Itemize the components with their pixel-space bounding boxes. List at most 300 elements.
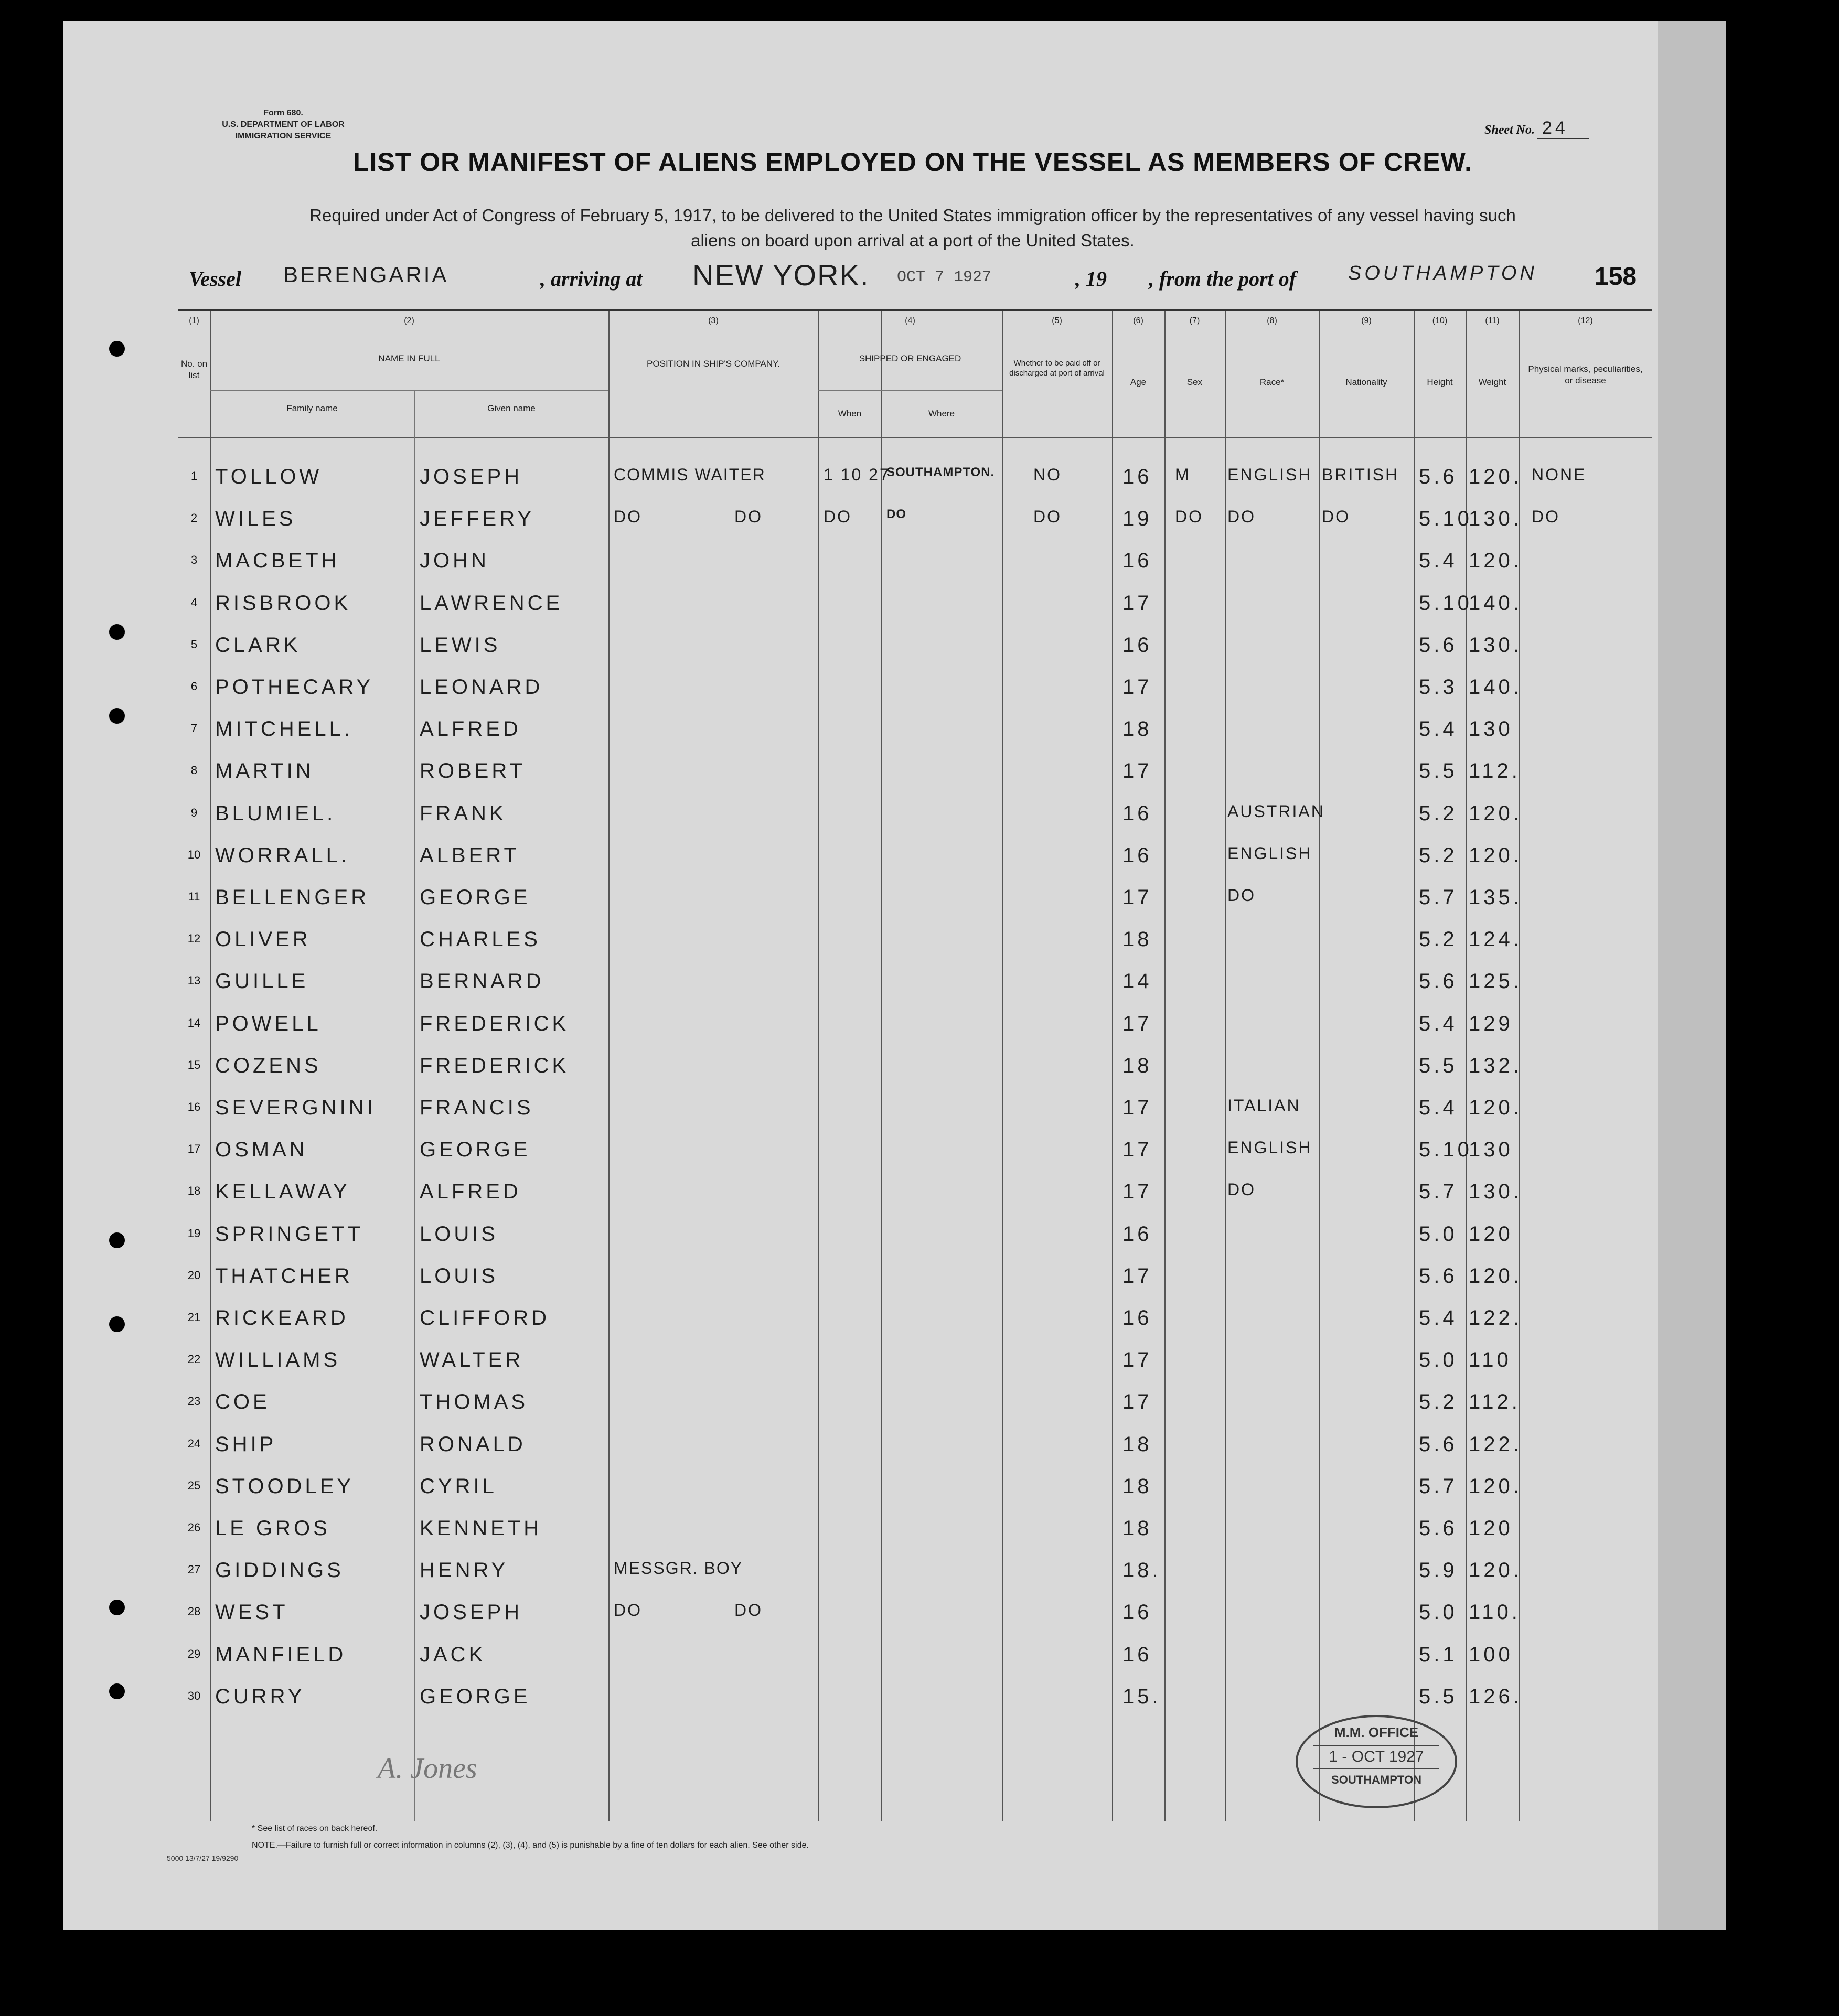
table-row [178,1425,1652,1467]
given-name-cell: LAWRENCE [420,591,563,615]
penalty-note: NOTE.—Failure to furnish full or correct information in columns (2), (3), (4), and (5) is punishable by a fine of ten dollars for each alien. See other side. [252,1841,809,1850]
weight-cell: 120. [1469,549,1522,573]
table-row [178,878,1652,920]
race-cell: DO [1227,507,1256,527]
height-cell: 5.6 [1419,1517,1458,1540]
family-name-cell: WILLIAMS [215,1348,341,1372]
age-cell: 17 [1122,886,1152,909]
age-cell: 16 [1122,843,1152,867]
row-number: 6 [190,680,198,693]
col-11-number: (11) [1485,316,1500,325]
weight-cell: 112. [1469,759,1521,783]
col-header-no: No. on list [180,359,208,380]
given-name-cell: BERNARD [420,970,544,993]
age-cell: 18 [1122,1432,1152,1456]
height-cell: 5.6 [1419,1264,1458,1288]
given-name-cell: JEFFERY [420,507,535,531]
row-number: 4 [190,595,198,609]
stamp-office: M.M. OFFICE [1334,1724,1419,1740]
col-9-number: (9) [1361,316,1372,325]
col-2-number: (2) [404,316,414,325]
row-number: 14 [187,1016,201,1030]
col-header-nationality: Nationality [1345,377,1387,387]
table-row [178,920,1652,962]
table-row [178,837,1652,878]
table-row [178,1383,1652,1425]
age-cell: 17 [1122,1264,1152,1288]
weight-cell: 126. [1469,1685,1522,1708]
age-cell: 18 [1122,1517,1152,1540]
family-name-cell: SHIP [215,1432,277,1456]
height-cell: 5.5 [1419,1054,1458,1077]
race-cell: AUSTRIAN [1227,801,1325,821]
col-header-paid-off: Whether to be paid off or discharged at port of arrival [1009,359,1105,378]
binder-hole [109,341,125,357]
weight-cell: 120. [1469,465,1522,488]
age-cell: 17 [1122,1138,1152,1162]
table-row [178,1509,1652,1551]
family-name-cell: MACBETH [215,549,340,573]
table-row [178,668,1652,710]
paid-off-cell: NO [1033,465,1062,484]
row-number: 1 [190,469,198,482]
weight-cell: 100 [1469,1643,1513,1666]
given-name-cell: FREDERICK [420,1012,570,1035]
family-name-cell: POTHECARY [215,675,374,699]
family-name-cell: MITCHELL. [215,717,353,741]
row-number: 11 [188,890,200,903]
col-1-number: (1) [189,316,199,325]
subtitle-line-1: Required under Act of Congress of February 5, 1917, to be delivered to the United States immigration officer by the representatives of any vessel having such [309,206,1516,225]
height-cell: 5.10 [1419,591,1472,615]
table-row [178,1257,1652,1299]
crew-table [178,309,1652,1821]
given-name-cell: JOSEPH [420,1601,523,1624]
family-name-cell: THATCHER [215,1264,353,1288]
sex-cell: M [1175,465,1191,484]
binder-hole [109,1316,125,1332]
col-header-where: Where [928,409,955,419]
vessel-name: BERENGARIA [283,262,449,287]
age-cell: 16 [1122,1222,1152,1246]
age-cell: 16 [1122,1601,1152,1624]
height-cell: 5.7 [1419,1180,1458,1204]
row-number: 19 [187,1226,201,1240]
family-name-cell: COE [215,1390,270,1414]
age-cell: 14 [1122,970,1152,993]
race-cell: ITALIAN [1227,1096,1301,1115]
weight-cell: 140. [1469,675,1522,699]
table-row [178,1636,1652,1678]
row-number: 25 [187,1478,201,1492]
height-cell: 5.0 [1419,1348,1458,1372]
physical-marks-cell: NONE [1532,465,1587,484]
given-name-cell: THOMAS [420,1390,529,1414]
family-name-cell: SPRINGETT [215,1222,363,1246]
given-name-cell: GEORGE [420,1685,531,1708]
page-title: LIST OR MANIFEST OF ALIENS EMPLOYED ON THE VESSEL AS MEMBERS OF CREW. [353,147,1472,177]
sheet-number: 24 [1537,118,1589,139]
position-cell: MESSGR. BOY [614,1559,743,1578]
weight-cell: 112. [1469,1390,1521,1414]
weight-cell: 110. [1469,1601,1521,1624]
col-header-when: When [838,409,862,419]
office-stamp [1296,1715,1457,1808]
row-number: 2 [190,511,198,525]
table-row [178,1215,1652,1257]
col-header-sex: Sex [1186,377,1203,387]
family-name-cell: MARTIN [215,759,314,783]
col-header-age: Age [1130,377,1147,387]
table-row [178,1678,1652,1720]
row-number: 12 [187,932,201,946]
from-port-label: , from the port of [1149,267,1297,291]
position-cell: DO [614,507,642,527]
table-row [178,1047,1652,1089]
row-number: 7 [190,722,198,735]
race-cell: DO [1227,1180,1256,1199]
nationality-cell: DO [1322,507,1350,527]
row-number: 3 [190,553,198,567]
height-cell: 5.7 [1419,1474,1458,1498]
col-header-height: Height [1427,377,1453,387]
signature: A. Jones [378,1752,477,1785]
age-cell: 18 [1122,1054,1152,1077]
age-cell: 19 [1122,507,1152,531]
weight-cell: 120 [1469,1517,1513,1540]
given-name-cell: FREDERICK [420,1054,570,1077]
age-cell: 18. [1122,1559,1161,1582]
table-row [178,710,1652,752]
age-cell: 17 [1122,759,1152,783]
given-name-cell: GEORGE [420,1138,531,1162]
col-header-weight: Weight [1478,377,1506,387]
family-name-cell: GUILLE [215,970,309,993]
family-name-cell: MANFIELD [215,1643,347,1666]
height-cell: 5.4 [1419,717,1458,741]
given-name-cell: JOSEPH [420,465,523,488]
age-cell: 16 [1122,549,1152,573]
voyage-line [189,259,1658,294]
list-number: 158 [1595,263,1637,291]
family-name-cell: WEST [215,1601,288,1624]
where-cell: DO [886,507,906,522]
table-row [178,1341,1652,1383]
height-cell: 5.1 [1419,1643,1458,1666]
age-cell: 17 [1122,675,1152,699]
weight-cell: 122. [1469,1432,1522,1456]
weight-cell: 135. [1469,886,1522,909]
position-cell-2: DO [734,1601,763,1620]
family-name-cell: CLARK [215,633,301,657]
family-name-cell: BELLENGER [215,886,370,909]
given-name-cell: LEONARD [420,675,543,699]
given-name-cell: ROBERT [420,759,526,783]
given-name-cell: FRANK [420,801,507,825]
given-name-cell: CHARLES [420,928,541,951]
family-name-cell: RICKEARD [215,1306,349,1329]
weight-cell: 130. [1469,507,1522,531]
age-cell: 17 [1122,591,1152,615]
height-cell: 5.0 [1419,1601,1458,1624]
height-cell: 5.5 [1419,759,1458,783]
footnote: * See list of races on back hereof. [252,1824,378,1833]
sheet-label: Sheet No. [1484,123,1535,137]
weight-cell: 120. [1469,1096,1522,1119]
table-row [178,962,1652,1004]
table-row [178,500,1652,542]
weight-cell: 120. [1469,1264,1522,1288]
weight-cell: 120. [1469,843,1522,867]
given-name-cell: GEORGE [420,886,531,909]
binder-hole [109,624,125,640]
age-cell: 17 [1122,1180,1152,1204]
family-name-cell: GIDDINGS [215,1559,344,1582]
row-number: 9 [190,806,198,819]
col-header-shipped: SHIPPED OR ENGAGED [859,353,961,363]
height-cell: 5.2 [1419,1390,1458,1414]
row-number: 13 [187,974,201,988]
table-row [178,1005,1652,1047]
family-name-cell: RISBROOK [215,591,351,615]
table-row [178,458,1652,500]
given-name-cell: CLIFFORD [420,1306,550,1329]
age-cell: 16 [1122,1306,1152,1329]
given-name-cell: ALFRED [420,717,521,741]
given-name-cell: CYRIL [420,1474,497,1498]
row-number: 17 [187,1142,201,1156]
given-name-cell: FRANCIS [420,1096,534,1119]
subtitle-line-2: aliens on board upon arrival at a port of the United States. [691,231,1135,250]
row-number: 15 [187,1058,201,1071]
weight-cell: 130. [1469,1180,1522,1204]
weight-cell: 120 [1469,1222,1513,1246]
height-cell: 5.6 [1419,633,1458,657]
row-number: 16 [187,1100,201,1113]
departure-port: SOUTHAMPTON [1348,262,1537,284]
family-name-cell: BLUMIEL. [215,801,336,825]
age-cell: 15. [1122,1685,1161,1708]
height-cell: 5.4 [1419,549,1458,573]
row-number: 5 [190,637,198,651]
col-12-number: (12) [1578,316,1593,325]
row-number: 8 [190,764,198,777]
col-3-number: (3) [708,316,719,325]
given-name-cell: WALTER [420,1348,524,1372]
col-header-family-name: Family name [286,403,338,413]
age-cell: 17 [1122,1348,1152,1372]
row-number: 21 [187,1311,201,1324]
weight-cell: 130 [1469,717,1513,741]
family-name-cell: WORRALL. [215,843,350,867]
family-name-cell: WILES [215,507,296,531]
given-name-cell: ALBERT [420,843,520,867]
col-10-number: (10) [1432,316,1448,325]
table-row [178,626,1652,668]
row-number: 28 [187,1605,201,1618]
race-cell: ENGLISH [1227,465,1312,484]
table-row [178,1299,1652,1341]
form-number: Form 680. [263,109,303,117]
table-row [178,1173,1652,1215]
weight-cell: 130 [1469,1138,1513,1162]
department-name: U.S. DEPARTMENT OF LABOR [222,120,345,129]
given-name-cell: RONALD [420,1432,526,1456]
where-cell: SOUTHAMPTON. [886,465,995,479]
arriving-label: , arriving at [540,267,643,291]
table-row [178,542,1652,584]
binder-hole [109,1232,125,1248]
family-name-cell: SEVERGNINI [215,1096,376,1119]
arrival-port: NEW YORK. [692,259,870,292]
form-code: 5000 13/7/27 19/9290 [167,1854,239,1862]
table-row [178,1467,1652,1509]
col-header-given-name: Given name [487,403,536,413]
weight-cell: 120. [1469,1559,1522,1582]
sex-cell: DO [1175,507,1203,527]
col-5-number: (5) [1052,316,1062,325]
row-number: 23 [187,1395,201,1408]
height-cell: 5.4 [1419,1012,1458,1035]
height-cell: 5.6 [1419,465,1458,488]
family-name-cell: POWELL [215,1012,322,1035]
age-cell: 18 [1122,928,1152,951]
vessel-label: Vessel [189,267,241,291]
family-name-cell: TOLLOW [215,465,323,488]
col-7-number: (7) [1189,316,1200,325]
row-number: 20 [187,1268,201,1282]
table-row [178,752,1652,794]
given-name-cell: JOHN [420,549,489,573]
height-cell: 5.9 [1419,1559,1458,1582]
age-cell: 17 [1122,1390,1152,1414]
stamp-date: 1 - OCT 1927 [1313,1745,1439,1769]
height-cell: 5.4 [1419,1096,1458,1119]
when-cell: 1 10 27 [824,465,891,484]
paid-off-cell: DO [1033,507,1062,527]
row-number: 24 [187,1436,201,1450]
age-cell: 17 [1122,1096,1152,1119]
row-number: 30 [187,1689,201,1702]
weight-cell: 122. [1469,1306,1522,1329]
family-name-cell: COZENS [215,1054,322,1077]
row-number: 10 [187,848,201,861]
col-4-number: (4) [905,316,915,325]
col-header-race: Race* [1259,377,1285,387]
when-cell: DO [824,507,852,527]
weight-cell: 120. [1469,1474,1522,1498]
binder-hole [109,708,125,724]
row-number: 26 [187,1521,201,1534]
physical-marks-cell: DO [1532,507,1560,527]
sheet-number-field [1484,118,1589,138]
given-name-cell: KENNETH [420,1517,542,1540]
family-name-cell: CURRY [215,1685,305,1708]
given-name-cell: HENRY [420,1559,509,1582]
page-edge [1658,21,1726,1930]
col-header-physical-marks: Physical marks, peculiarities, or disease [1528,364,1643,385]
position-cell-2: DO [734,507,763,527]
family-name-cell: OLIVER [215,928,311,951]
race-cell: DO [1227,886,1256,905]
height-cell: 5.2 [1419,928,1458,951]
year-label: , 19 [1075,267,1107,291]
date-stamp: OCT 7 1927 [897,269,992,286]
height-cell: 5.2 [1419,801,1458,825]
nationality-cell: BRITISH [1322,465,1399,484]
age-cell: 16 [1122,633,1152,657]
weight-cell: 129 [1469,1012,1513,1035]
family-name-cell: LE GROS [215,1517,330,1540]
family-name-cell: KELLAWAY [215,1180,350,1204]
binder-hole [109,1600,125,1615]
service-name: IMMIGRATION SERVICE [235,132,332,141]
row-number: 27 [187,1563,201,1577]
position-cell: COMMIS WAITER [614,465,766,484]
row-number: 22 [187,1353,201,1366]
height-cell: 5.7 [1419,886,1458,909]
weight-cell: 125. [1469,970,1522,993]
height-cell: 5.3 [1419,675,1458,699]
weight-cell: 132. [1469,1054,1522,1077]
age-cell: 16 [1122,801,1152,825]
race-cell: ENGLISH [1227,1138,1312,1157]
height-cell: 5.10 [1419,1138,1472,1162]
family-name-cell: OSMAN [215,1138,308,1162]
age-cell: 16 [1122,1643,1152,1666]
stamp-location: SOUTHAMPTON [1331,1773,1421,1786]
col-6-number: (6) [1133,316,1143,325]
height-cell: 5.6 [1419,1432,1458,1456]
col-header-name: NAME IN FULL [378,353,440,363]
race-cell: ENGLISH [1227,843,1312,863]
weight-cell: 124. [1469,928,1522,951]
height-cell: 5.6 [1419,970,1458,993]
table-row [178,584,1652,626]
given-name-cell: JACK [420,1643,486,1666]
age-cell: 16 [1122,465,1152,488]
weight-cell: 140. [1469,591,1522,615]
table-row [178,1593,1652,1635]
height-cell: 5.2 [1419,843,1458,867]
family-name-cell: STOODLEY [215,1474,355,1498]
row-number: 18 [187,1184,201,1198]
table-row [178,1551,1652,1593]
col-header-position: POSITION IN SHIP'S COMPANY. [647,359,780,369]
table-row [178,795,1652,837]
weight-cell: 120. [1469,801,1522,825]
age-cell: 18 [1122,717,1152,741]
given-name-cell: LOUIS [420,1222,499,1246]
weight-cell: 110 [1469,1348,1512,1372]
given-name-cell: ALFRED [420,1180,521,1204]
weight-cell: 130. [1469,633,1522,657]
row-number: 29 [187,1647,201,1660]
age-cell: 17 [1122,1012,1152,1035]
given-name-cell: LEWIS [420,633,501,657]
table-row [178,1089,1652,1131]
col-8-number: (8) [1267,316,1277,325]
given-name-cell: LOUIS [420,1264,499,1288]
height-cell: 5.0 [1419,1222,1458,1246]
height-cell: 5.10 [1419,507,1472,531]
table-row [178,1131,1652,1173]
age-cell: 18 [1122,1474,1152,1498]
height-cell: 5.5 [1419,1685,1458,1708]
height-cell: 5.4 [1419,1306,1458,1329]
position-cell: DO [614,1601,642,1620]
binder-hole [109,1683,125,1699]
